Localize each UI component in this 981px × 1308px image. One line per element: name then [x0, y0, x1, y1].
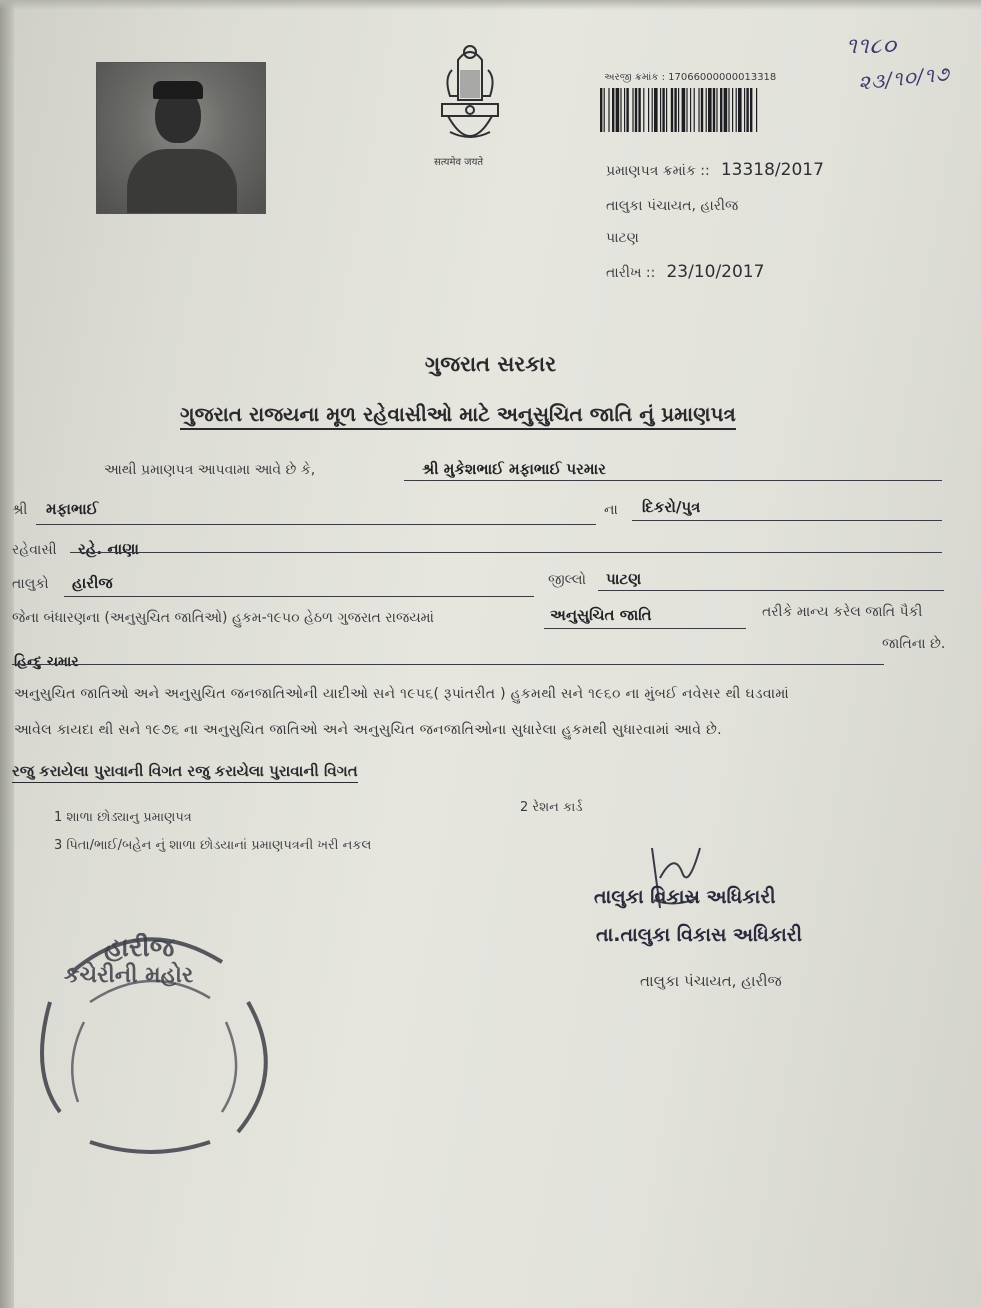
page-left-edge	[0, 0, 14, 1308]
barcode-bar	[654, 88, 658, 132]
barcode-bar	[686, 88, 687, 132]
recognized-text: તરીકે માન્ય કરેલ જાતિ પૈકી	[762, 604, 923, 620]
signature-office: તાલુકા પંચાયત, હારીજ	[640, 972, 782, 990]
relation-line	[632, 520, 942, 521]
residence-label: રહેવાસી	[12, 542, 57, 558]
paragraph-line-1: અનુસુચિત જાતિઓ અને અનુસુચિત જનજાતિઓની યાદીઓ સને ૧૯૫૬( રૂપાંતરીત ) હુકમથી સને ૧૯૬૦ ના મુંબઈ નવેસર થી ઘડવામાં	[14, 686, 789, 702]
certificate-number: 13318/2017	[720, 160, 824, 180]
handwritten-number: ૧૧૮૦	[846, 34, 897, 59]
barcode-bar	[612, 88, 614, 132]
signature-scribble	[640, 838, 710, 928]
district-label: જીલ્લો	[548, 572, 586, 588]
holder-name-line	[404, 480, 942, 481]
holder-name: શ્રી મુકેશભાઈ મફાભાઈ પરમાર	[422, 460, 606, 478]
evidence-item-2: 2 રેશન કાર્ડ	[520, 800, 583, 815]
handwritten-date: ૨૩/૧૦/૧૭	[856, 61, 952, 95]
page-top-edge	[0, 0, 981, 10]
taluka-line	[64, 596, 534, 597]
category-value: અનુસુચિત જાતિ	[550, 606, 652, 624]
national-emblem-icon	[428, 40, 512, 170]
emblem-motto: सत्यमेव जयते	[434, 157, 484, 168]
constitution-text: જેના બંધારણના (અનુસુચિત જાતિઓ) હુકમ-૧૯૫૦ હેઠળ ગુજરાત રાજયમાં	[12, 610, 434, 626]
barcode-bar	[616, 88, 620, 132]
relation-value: દિકરો/પુત્ર	[642, 498, 701, 516]
barcode-bar	[678, 88, 679, 132]
evidence-heading: રજુ કરાયેલા પુરાવાની વિગત રજુ કરાયેલા પુરાવાની વિગત	[12, 762, 358, 783]
barcode-bar	[746, 88, 748, 132]
barcode-bar	[648, 88, 649, 132]
certificate-date: 23/10/2017	[666, 262, 765, 282]
photo-body	[127, 149, 237, 214]
barcode-bar	[728, 88, 729, 132]
barcode-bar	[600, 88, 602, 132]
office-district: પાટણ	[606, 230, 639, 246]
barcode-bar	[682, 88, 686, 132]
barcode-bar	[724, 88, 728, 132]
barcode-bar	[635, 88, 637, 132]
photo-cap	[153, 81, 203, 99]
barcode-bar	[732, 88, 733, 132]
paragraph-line-2: આવેલ કાયદા થી સને ૧૯૭૬ ના અનુસુચિત જાતિઓ અને અનુસુચિત જનજાતિઓના સુધારેલા હુકમથી સુધારવામાં આવે છે.	[14, 722, 722, 738]
barcode-bar	[660, 88, 661, 132]
seal-middle-text: કચેરીની મહોર	[64, 963, 194, 988]
date-label: તારીખ ::	[606, 265, 656, 281]
father-name: મફાભાઈ	[46, 500, 99, 518]
barcode-bar	[716, 88, 717, 132]
barcode-bar	[608, 88, 609, 132]
barcode-bar	[671, 88, 673, 132]
barcode-bar	[604, 88, 605, 132]
seal-top-text: હારીજ	[104, 933, 175, 963]
barcode-bar	[652, 88, 653, 132]
evidence-item-3: 3 પિતા/ભાઈ/બહેન નું શાળા છોડયાનાં પ્રમાણપત્રની ખરી નકલ	[54, 838, 372, 853]
signature-title-2: તા.તાલુકા વિકાસ અધિકારી	[596, 924, 803, 946]
signature-title-1: તાલુકા વિકાસ અધિકારી	[594, 886, 776, 908]
government-title: ગુજરાત સરકાર	[424, 352, 557, 376]
residence-line	[70, 552, 942, 553]
father-prefix: શ્રી	[12, 502, 28, 518]
office-seal	[20, 912, 284, 1160]
father-name-line	[36, 524, 596, 525]
issuing-office: તાલુકા પંચાયત, હારીજ	[606, 198, 739, 214]
barcode-bar	[624, 88, 625, 132]
barcode-bar	[638, 88, 640, 132]
taluka-label: તાલુકો	[12, 576, 49, 592]
barcode-bar	[662, 88, 664, 132]
barcode-bar	[626, 88, 628, 132]
barcode-bar	[738, 88, 742, 132]
application-number: અરજી ક્રમાંક : 17066000000013318	[604, 72, 777, 83]
barcode-bar	[756, 88, 757, 132]
relation-label: ના	[604, 502, 618, 518]
caste-line	[12, 664, 884, 665]
barcode-bar	[694, 88, 695, 132]
barcode-bar	[708, 88, 712, 132]
barcode-bar	[706, 88, 707, 132]
barcode-bar	[690, 88, 691, 132]
category-line	[544, 628, 746, 629]
residence-value: રહે. નાણા	[78, 540, 139, 558]
barcode	[600, 88, 846, 132]
taluka-value: હારીજ	[72, 574, 113, 592]
barcode-bar	[736, 88, 737, 132]
intro-label: આથી પ્રમાણપત્ર આપવામા આવે છે કે,	[104, 462, 316, 478]
barcode-bar	[698, 88, 699, 132]
district-value: પાટણ	[606, 570, 642, 588]
barcode-bar	[720, 88, 722, 132]
certificate-number-label: પ્રમાણપત્ર ક્રમાંક ::	[606, 163, 710, 179]
barcode-bar	[632, 88, 633, 132]
holder-photo	[96, 62, 266, 214]
evidence-item-1: 1 શાળા છોડ્યાનુ પ્રમાણપત્ર	[54, 810, 192, 825]
certificate-number-row	[606, 160, 824, 180]
caste-value: હિન્દુ ચમાર	[14, 654, 79, 670]
barcode-bar	[620, 88, 621, 132]
barcode-bar	[701, 88, 703, 132]
certificate-title: ગુજરાત રાજયના મૂળ રહેવાસીઓ માટે અનુસુચિત જાતિ નું પ્રમાણપત્ર	[180, 402, 736, 430]
barcode-bar	[643, 88, 644, 132]
barcode-bar	[744, 88, 745, 132]
date-row	[606, 262, 764, 282]
caste-suffix: જાતિના છે.	[882, 636, 946, 652]
barcode-bar	[750, 88, 752, 132]
barcode-bar	[674, 88, 676, 132]
barcode-bar	[713, 88, 715, 132]
district-line	[598, 590, 944, 591]
barcode-bar	[666, 88, 667, 132]
